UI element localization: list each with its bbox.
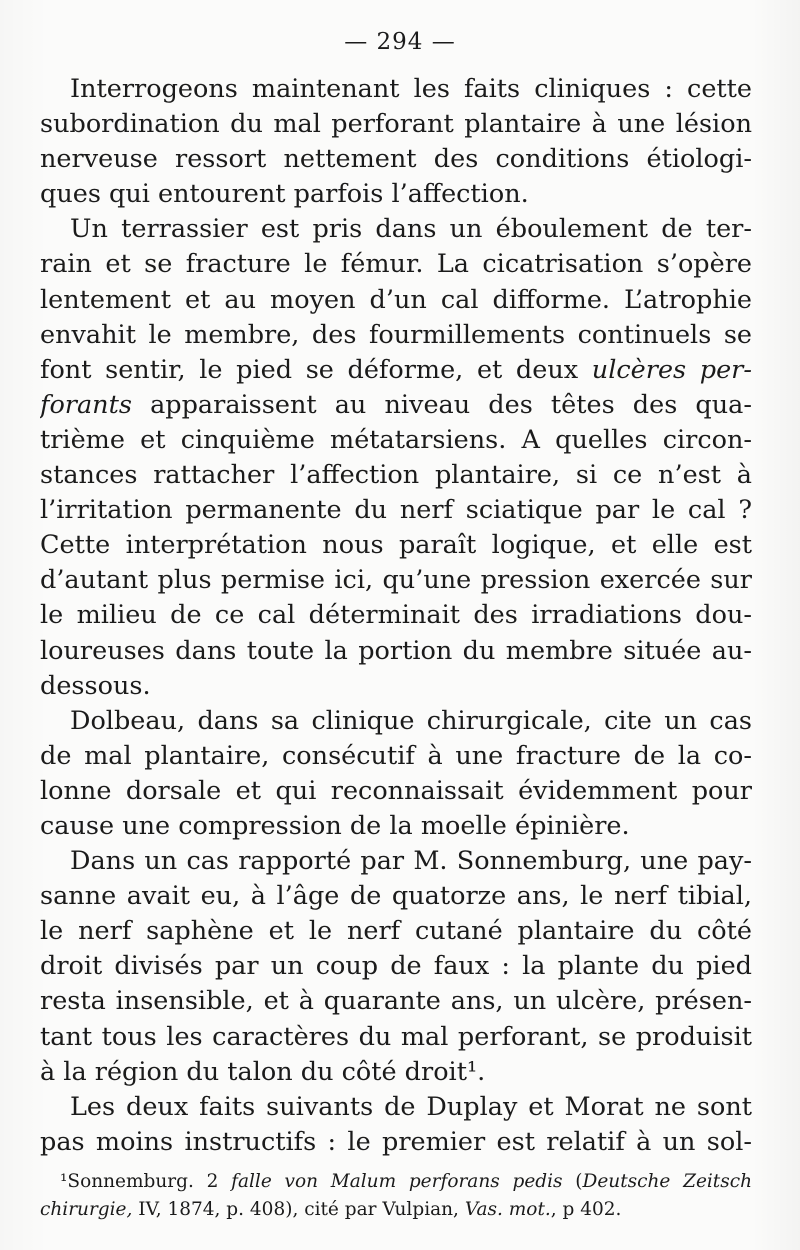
text-line	[40, 984, 752, 1019]
text-line	[40, 177, 752, 212]
text-line	[40, 598, 752, 633]
line-text: tant tous les caractères du mal perforant, se produisit	[40, 1021, 752, 1052]
footnote-text: IV, 1874, p. 408), cité par Vulpian,	[132, 1199, 465, 1220]
line-text: l’irritation permanente du nerf sciatique par le cal ?	[40, 495, 752, 526]
text-line	[40, 1020, 752, 1055]
text-line	[40, 458, 752, 493]
text-line	[40, 107, 752, 142]
line-text: resta insensible, et à quarante ans, un ulcère, présen-	[40, 986, 752, 1017]
text-line	[40, 493, 752, 528]
page-number: — 294 —	[344, 29, 456, 55]
text-line	[40, 634, 752, 669]
text-line	[40, 212, 752, 247]
text-line	[40, 809, 752, 844]
line-text: Cette interprétation nous paraît logique, et elle est	[40, 530, 752, 561]
line-text: sanne avait eu, à l’âge de quatorze ans, le nerf tibial,	[40, 881, 752, 912]
text-line	[40, 914, 752, 949]
text-line	[40, 1125, 752, 1160]
line-text: Un terrassier est pris dans un éboulement de ter-	[70, 214, 752, 245]
line-text: pas moins instructifs : le premier est relatif à un sol-	[40, 1126, 752, 1157]
line-text: droit divisés par un coup de faux : la plante du pied	[40, 951, 752, 982]
line-text: Dans un cas rapporté par M. Sonnemburg, une pay-	[70, 846, 752, 877]
line-text: Les deux faits suivants de Duplay et Morat ne sont	[70, 1091, 752, 1122]
line-text: à la région du talon du côté droit¹.	[40, 1056, 486, 1087]
line-text: ques qui entourent parfois l’affection.	[40, 179, 529, 210]
text-line	[40, 353, 752, 388]
line-text: Interrogeons maintenant les faits cliniques : cette	[70, 74, 752, 104]
line-text: cause une compression de la moelle épinière.	[40, 810, 630, 841]
line-text: loureuses dans toute la portion du membre située au-	[40, 635, 752, 666]
line-text: de mal plantaire, consécutif à une fracture de la co-	[40, 740, 752, 771]
text-line	[40, 388, 752, 423]
line-text: subordination du mal perforant plantaire à une lésion	[40, 109, 752, 140]
line-text: stances rattacher l’affection plantaire, si ce n’est à	[40, 460, 752, 491]
text-line	[40, 563, 752, 598]
text-line	[40, 704, 752, 739]
line-text: rain et se fracture le fémur. La cicatrisation s’opère	[40, 249, 752, 280]
footnote-line	[40, 1168, 752, 1196]
text-line	[40, 879, 752, 914]
line-text: le nerf saphène et le nerf cutané plantaire du côté	[40, 916, 752, 947]
line-text: apparaissent au niveau des têtes des qua-	[131, 389, 752, 420]
text-line	[40, 528, 752, 563]
text-line	[40, 1090, 752, 1125]
line-text: lentement et au moyen d’un cal difforme. L’atrophie	[40, 284, 752, 315]
text-line	[40, 844, 752, 879]
italic-text: ulcères per-	[591, 354, 752, 385]
text-line	[40, 423, 752, 458]
text-line	[40, 739, 752, 774]
text-line	[40, 72, 752, 107]
footnote-text: (	[562, 1171, 583, 1192]
text-line	[40, 283, 752, 318]
footnote-italic-text: chirurgie,	[40, 1199, 133, 1220]
text-line	[40, 142, 752, 177]
line-text: d’autant plus permise ici, qu’une pression exercée sur	[40, 565, 752, 596]
text-line	[40, 949, 752, 984]
body-text	[40, 72, 752, 1160]
footnote-text: , p 402.	[550, 1199, 622, 1220]
footnote-italic-text: Deutsche Zeitsch	[582, 1171, 752, 1192]
footnote-text: ¹Sonnemburg. 2	[60, 1171, 232, 1192]
text-line	[40, 669, 752, 704]
footnotes	[40, 1168, 752, 1224]
line-text: le milieu de ce cal déterminait des irradiations dou-	[40, 600, 752, 631]
line-text: font sentir, le pied se déforme, et deux	[40, 354, 592, 385]
line-text: trième et cinquième métatarsiens. A quelles circon-	[40, 424, 752, 455]
footnote-italic-text: Vas. mot.	[464, 1199, 551, 1220]
line-text: dessous.	[40, 670, 151, 701]
footnote-line	[40, 1196, 752, 1224]
text-line	[40, 247, 752, 282]
line-text: lonne dorsale et qui reconnaissait évidemment pour	[40, 775, 752, 806]
line-text: Dolbeau, dans sa clinique chirurgicale, cite un cas	[70, 705, 752, 736]
text-line	[40, 774, 752, 809]
text-line	[40, 1055, 752, 1090]
italic-text: forants	[40, 389, 132, 420]
line-text: nerveuse ressort nettement des conditions étiologi-	[40, 144, 752, 175]
footnote-italic-text: falle von Malum perforans pedis	[231, 1171, 563, 1192]
text-line	[40, 318, 752, 353]
line-text: envahit le membre, des fourmillements continuels se	[40, 319, 752, 350]
